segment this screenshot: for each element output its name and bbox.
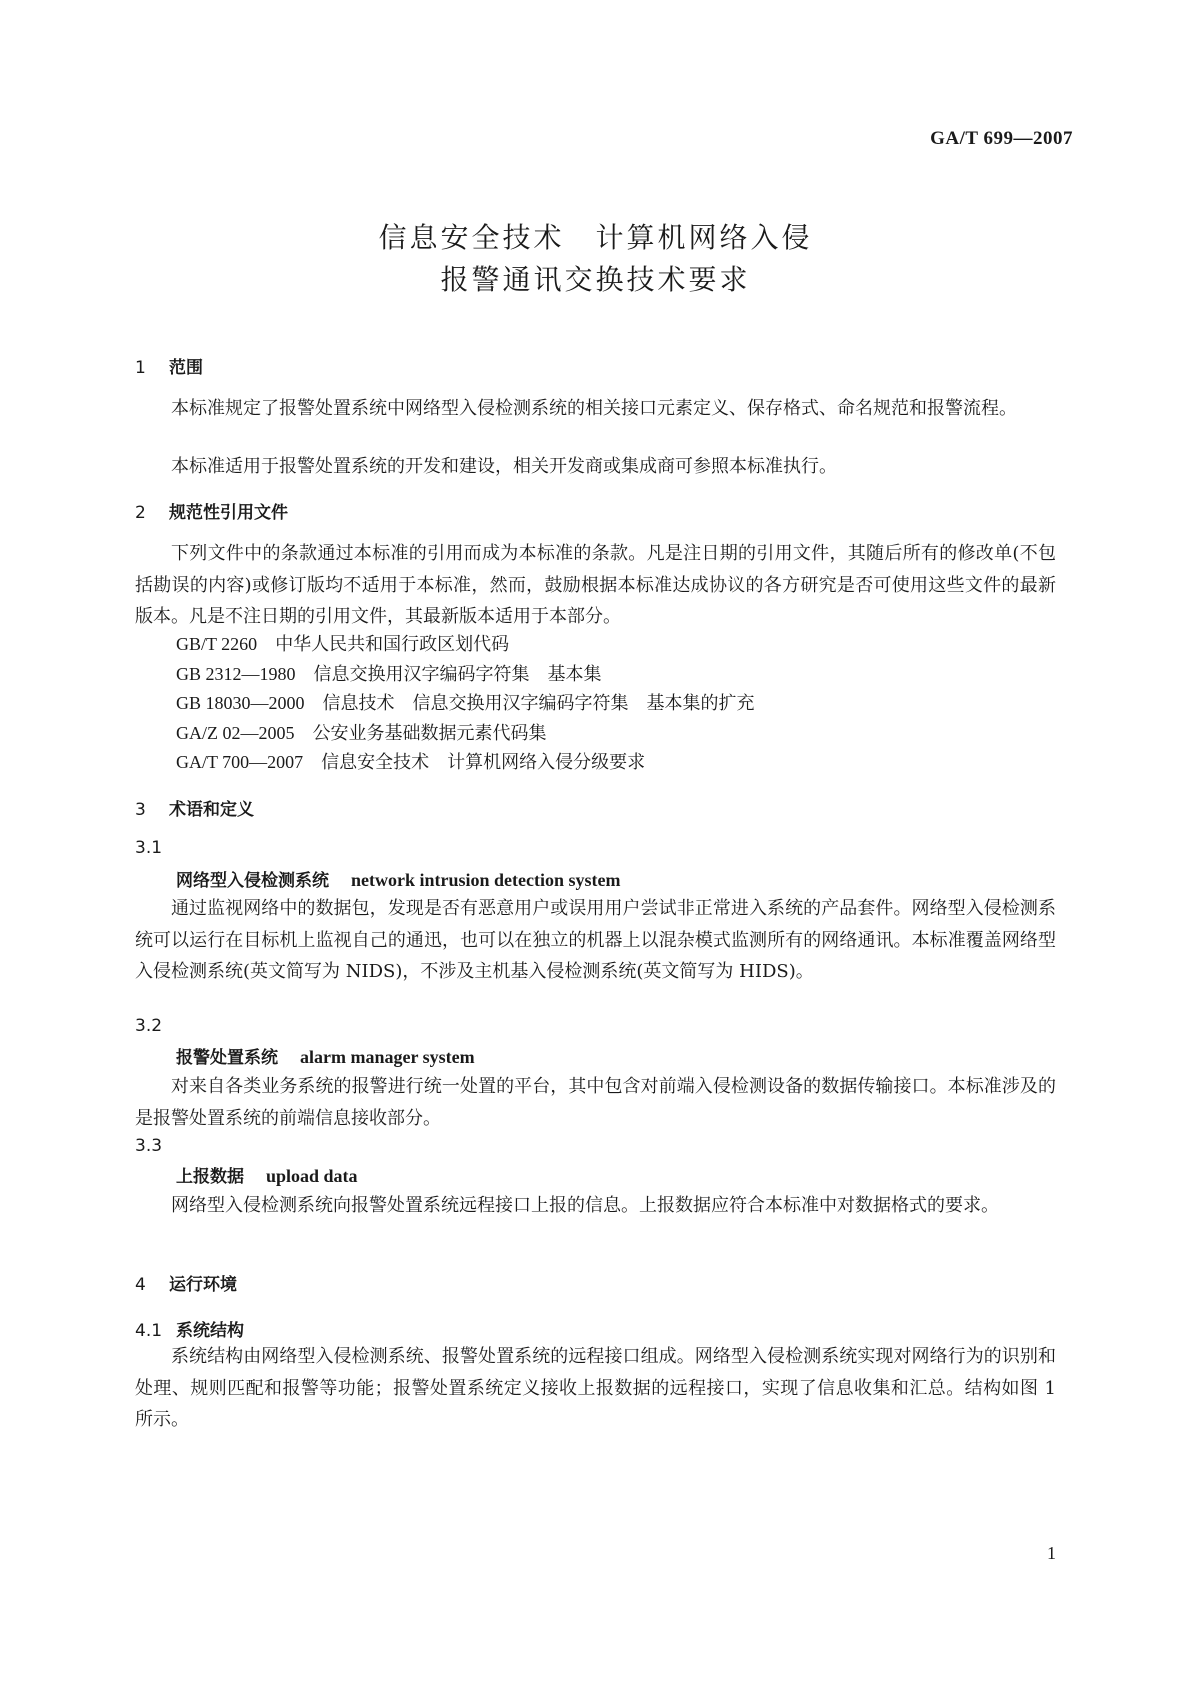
term-en: alarm manager system — [300, 1047, 475, 1067]
term-zh: 上报数据 — [176, 1167, 244, 1187]
reference-item — [176, 689, 755, 715]
term-zh: 报警处置系统 — [176, 1048, 278, 1068]
reference-title: 信息安全技术 计算机网络入侵分级要求 — [321, 752, 646, 773]
section-title: 范围 — [169, 358, 203, 378]
section-number: 4 — [135, 1275, 146, 1295]
document-title-line1: 信息安全技术 计算机网络入侵 — [378, 221, 813, 254]
subsection-title: 系统结构 — [176, 1321, 245, 1341]
term-heading — [176, 1162, 358, 1187]
paragraph: 本标准适用于报警处置系统的开发和建设，相关开发商或集成商可参照本标准执行。 — [171, 456, 837, 477]
reference-code: GB/T 2260 — [176, 634, 258, 654]
section-title: 运行环境 — [169, 1275, 237, 1295]
term-zh: 网络型入侵检测系统 — [176, 871, 329, 891]
reference-item — [176, 748, 645, 774]
section-number: 1 — [135, 358, 146, 378]
reference-title: 信息技术 信息交换用汉字编码字符集 基本集的扩充 — [322, 693, 755, 714]
subsection-4-1-heading — [135, 1316, 244, 1341]
term-definition: 对来自各类业务系统的报警进行统一处置的平台，其中包含对前端入侵检测设备的数据传输接口。本标准涉及的是报警处置系统的前端信息接收部分。 — [135, 1076, 1056, 1129]
paragraph: 本标准规定了报警处置系统中网络型入侵检测系统的相关接口元素定义、保存格式、命名规范和报警流程。 — [171, 398, 1017, 419]
reference-title: 公安业务基础数据元素代码集 — [312, 723, 547, 744]
term-definition: 通过监视网络中的数据包，发现是否有恶意用户或误用用户尝试非正常进入系统的产品套件。网络型入侵检测系统可以运行在目标机上监视自己的通迅，也可以在独立的机器上以混杂模式监测所有的网络通讯。本标准覆盖网络型入侵检测系统(英文简写为 NIDS)，不涉及主机基入侵检测系统(英文简写为 HIDS)。 — [135, 898, 1056, 982]
reference-code: GB 2312—1980 — [176, 664, 296, 684]
term-number: 3.3 — [135, 1136, 163, 1156]
section-number: 2 — [135, 503, 146, 523]
subsection-number: 4.1 — [135, 1321, 163, 1341]
reference-item — [176, 630, 509, 656]
term-en: upload data — [266, 1166, 358, 1186]
term-heading — [176, 1043, 475, 1068]
reference-item — [176, 660, 602, 686]
section-4-heading — [135, 1270, 237, 1295]
section-title: 术语和定义 — [169, 800, 254, 820]
reference-item — [176, 719, 547, 745]
reference-code: GA/T 700—2007 — [176, 752, 304, 772]
section-3-heading — [135, 795, 254, 820]
document-title-line2: 报警通讯交换技术要求 — [440, 263, 751, 296]
term-number: 3.2 — [135, 1016, 163, 1036]
standard-number: GA/T 699—2007 — [930, 128, 1073, 149]
term-number: 3.1 — [135, 838, 163, 858]
paragraph: 下列文件中的条款通过本标准的引用而成为本标准的条款。凡是注日期的引用文件，其随后所有的修改单(不包括勘误的内容)或修订版均不适用于本标准，然而，鼓励根据本标准达成协议的各方研究是否可使用这些文件的最新版本。凡是不注日期的引用文件，其最新版本适用于本部分。 — [135, 543, 1056, 627]
term-heading — [176, 866, 620, 891]
page-number: 1 — [1047, 1543, 1056, 1563]
reference-code: GB 18030—2000 — [176, 693, 305, 713]
section-1-heading — [135, 353, 203, 378]
reference-code: GA/Z 02—2005 — [176, 723, 295, 743]
term-definition: 网络型入侵检测系统向报警处置系统远程接口上报的信息。上报数据应符合本标准中对数据格式的要求。 — [171, 1195, 999, 1216]
section-title: 规范性引用文件 — [169, 503, 288, 523]
reference-title: 信息交换用汉字编码字符集 基本集 — [313, 664, 602, 685]
section-2-heading — [135, 498, 288, 523]
paragraph: 系统结构由网络型入侵检测系统、报警处置系统的远程接口组成。网络型入侵检测系统实现对网络行为的识别和处理、规则匹配和报警等功能；报警处置系统定义接收上报数据的远程接口，实现了信息收集和汇总。结构如图 1 所示。 — [135, 1346, 1056, 1430]
reference-title: 中华人民共和国行政区划代码 — [275, 634, 510, 655]
term-en: network intrusion detection system — [351, 870, 621, 890]
section-number: 3 — [135, 800, 146, 820]
